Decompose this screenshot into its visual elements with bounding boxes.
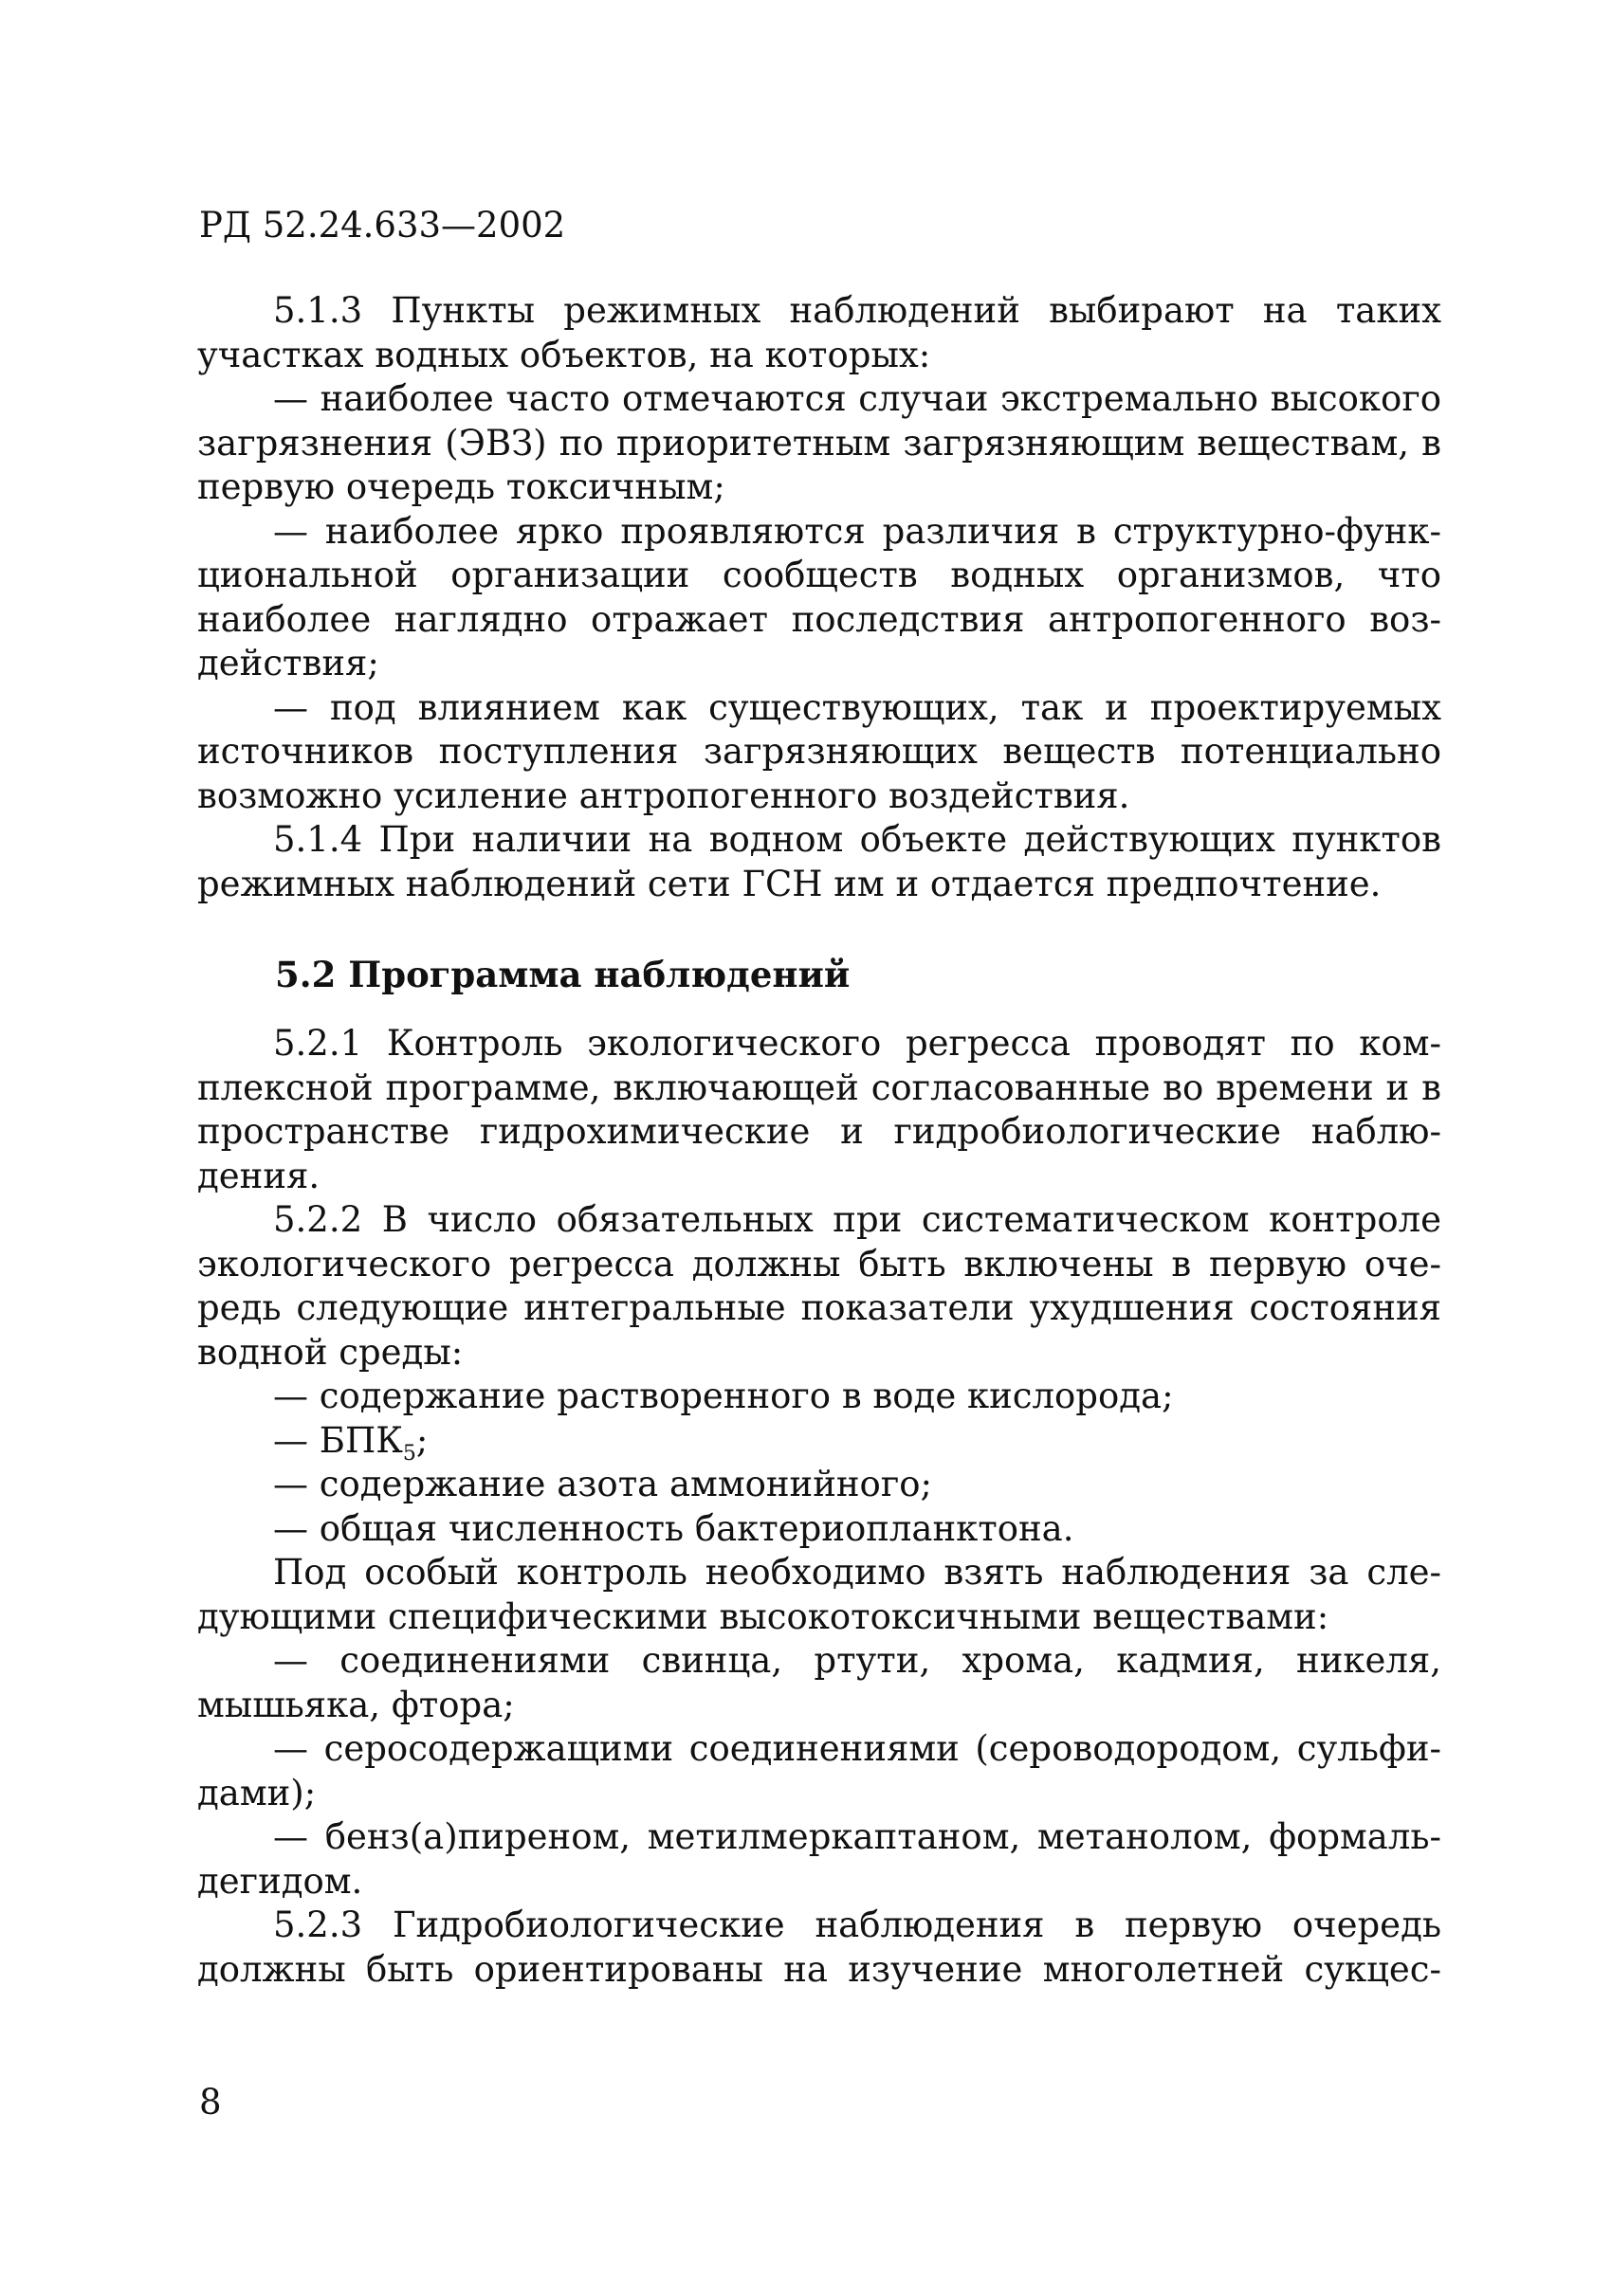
text-line: дения. [197,1155,321,1196]
text-line: — под влиянием как существующих, так и проектируемых [273,686,1441,728]
text-line: — содержание растворенного в воде кислорода; [273,1376,1174,1416]
text-line: 5.1.4 При наличии на водном объекте действующих пунктов [273,819,1441,860]
text-line: первую очередь токсичным; [197,466,725,507]
text-line: 5.2.1 Контроль экологического регресса проводят по ком- [273,1023,1441,1064]
line-text: — БПК [273,1419,403,1461]
text-line: режимных наблюдений сети ГСН им и отдается предпочтение. [197,863,1382,904]
text-line: плексной программе, включающей согласованные во времени и в [197,1066,1441,1108]
text-line: — наиболее часто отмечаются случаи экстремально высокого [273,378,1441,419]
text-line: источников поступления загрязняющих веществ потенциально [197,731,1441,772]
text-line: дующими специфическими высокотоксичными веществами: [197,1595,1329,1637]
text-line: — бенз(а)пиреном, метилмеркаптаном, метанолом, формаль- [273,1816,1441,1857]
text-line: дами); [197,1772,317,1813]
text-line: загрязнения (ЭВЗ) по приоритетным загрязняющим веществам, в [197,422,1441,464]
text-line: 5.2.3 Гидробиологические наблюдения в первую очередь [273,1904,1441,1945]
text-line: — наиболее ярко проявляются различия в структурно-функ- [273,510,1441,552]
text-line: действия; [197,643,379,683]
text-line: возможно усиление антропогенного воздействия. [197,774,1130,816]
text-line: редь следующие интегральные показатели ухудшения состояния [197,1287,1441,1328]
text-line: пространстве гидрохимические и гидробиологические наблю- [197,1111,1441,1152]
document-code: РД 52.24.633—2002 [199,205,566,246]
text-line: — содержание азота аммонийного; [273,1464,932,1504]
page-number: 8 [199,2082,222,2123]
text-line: экологического регресса должны быть включены в первую оче- [197,1243,1441,1285]
text-line: наиболее наглядно отражает последствия антропогенного воз- [197,598,1441,640]
text-line: — общая численность бактериопланктона. [273,1507,1074,1549]
text-line: дегидом. [197,1860,363,1902]
subscript: 5 [402,1441,416,1466]
text-line: 5.1.3 Пункты режимных наблюдений выбирают на таких [273,290,1441,331]
text-line: мышьяка, фтора; [197,1684,515,1725]
text-line: — серосодержащими соединениями (сероводородом, сульфи- [273,1728,1441,1769]
text-line: Под особый контроль необходимо взять наблюдения за сле- [273,1552,1441,1593]
section-heading: 5.2 Программа наблюдений [275,954,851,995]
text-line: — соединениями свинца, ртути, хрома, кадмия, никеля, [273,1640,1441,1681]
text-line: участках водных объектов, на которых: [197,334,931,375]
text-line: должны быть ориентированы на изучение многолетней сукцес- [197,1948,1441,1990]
text-line: водной среды: [197,1331,464,1373]
line-suffix: ; [415,1419,429,1461]
text-line: 5.2.2 В число обязательных при систематическом контроле [273,1199,1441,1240]
text-line: циональной организации сообществ водных организмов, что [197,555,1441,595]
